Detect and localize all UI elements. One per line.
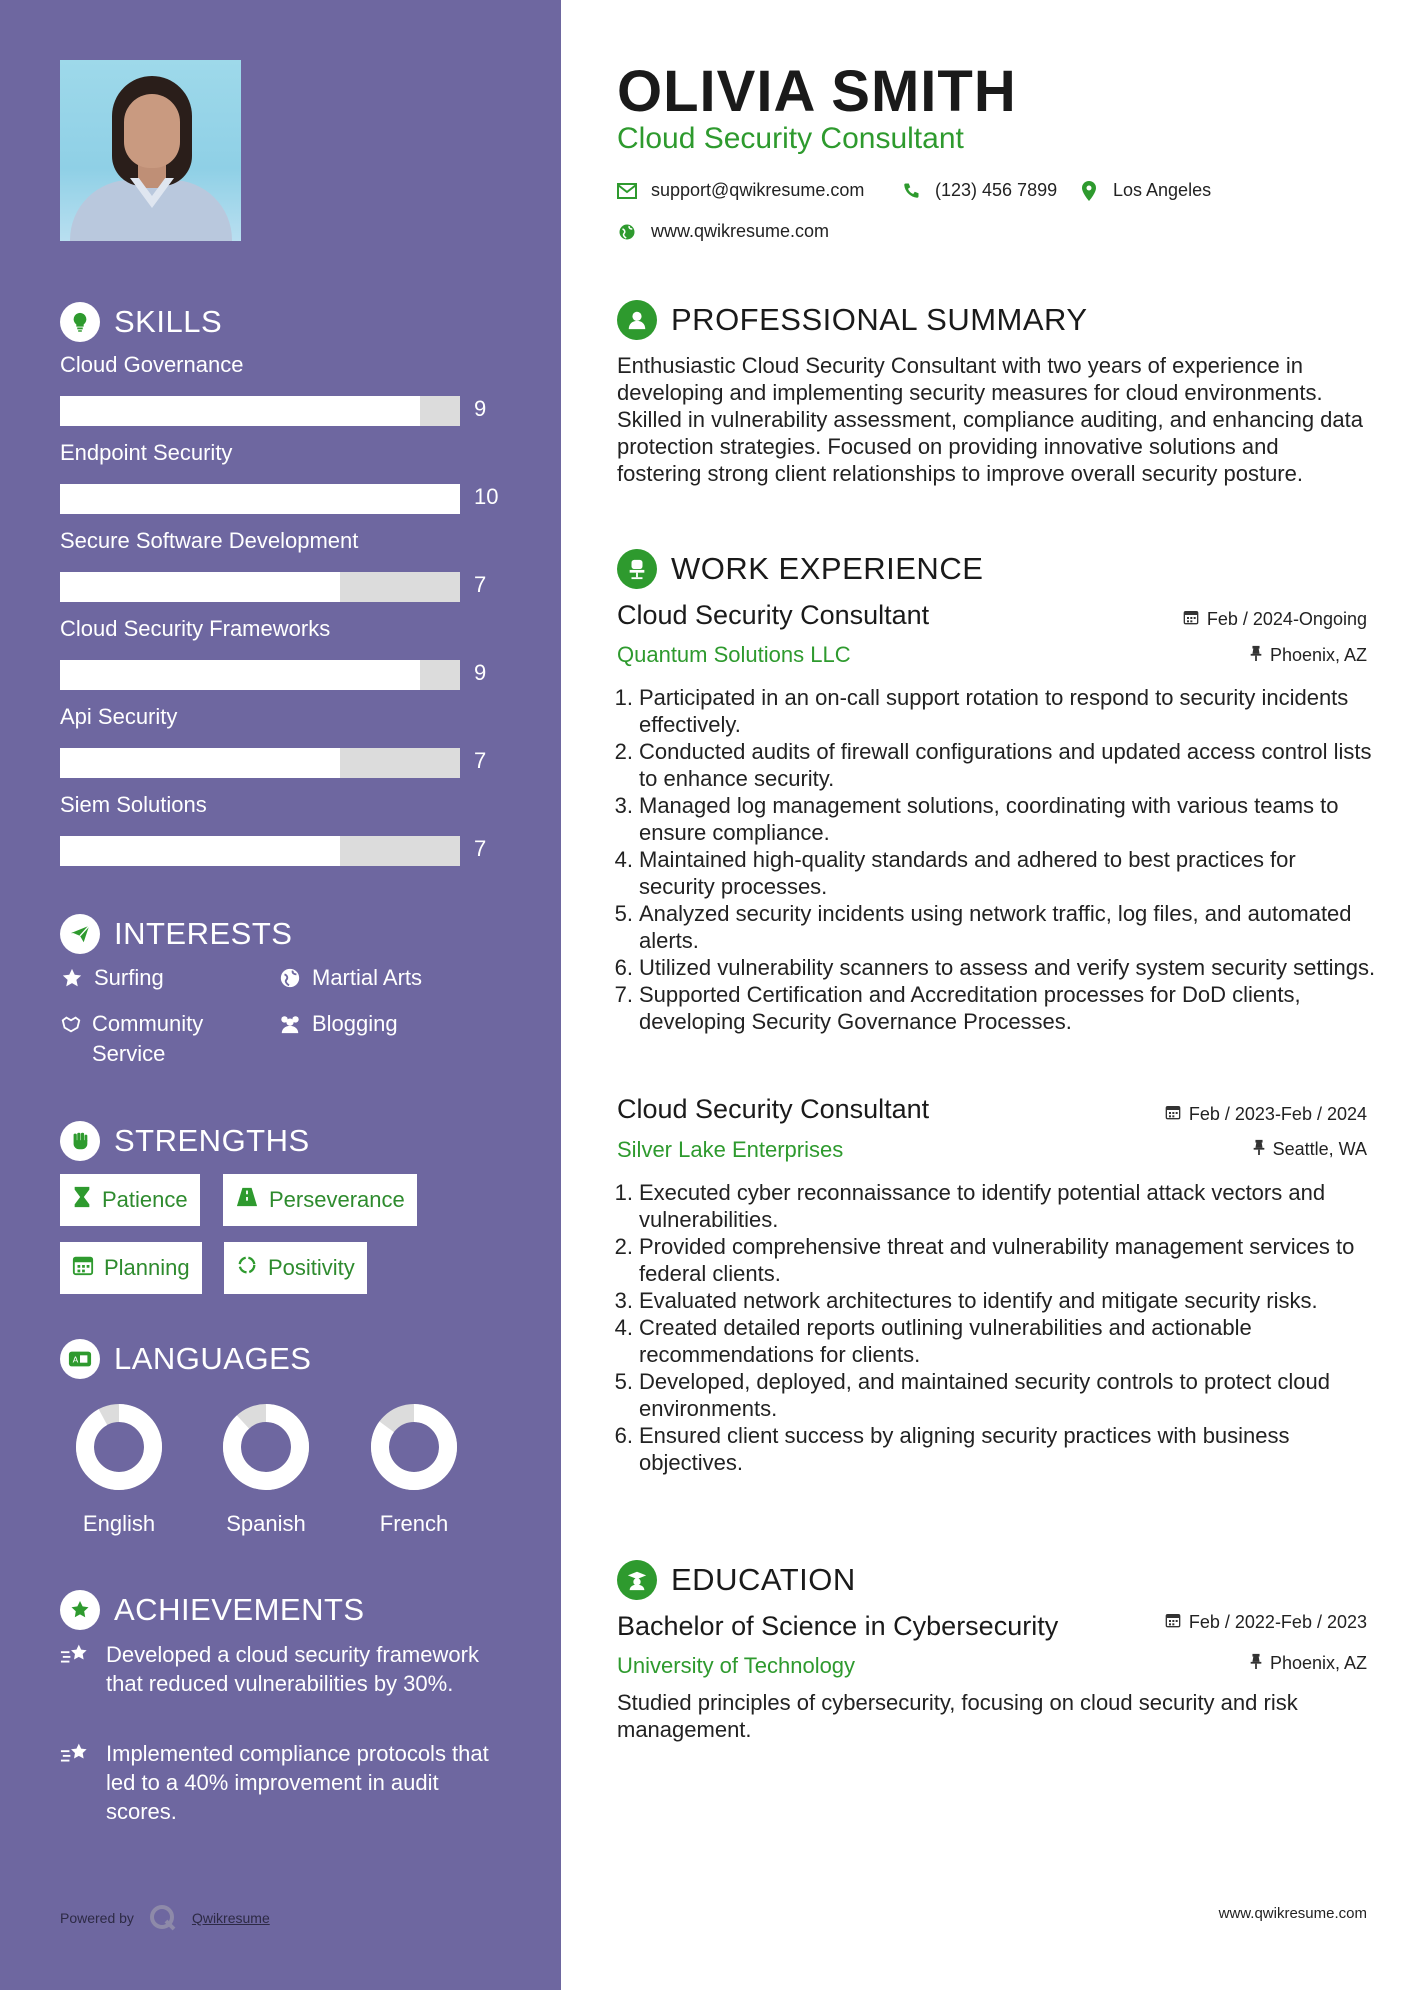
footer-url[interactable]: www.qwikresume.com bbox=[1218, 1905, 1367, 1922]
skill-item bbox=[60, 440, 500, 509]
school-name: University of Technology bbox=[617, 1653, 856, 1678]
bullet-text: Created detailed reports outlining vulnerabilities and actionable recommendations for clients. bbox=[639, 1315, 1252, 1367]
achievements-heading bbox=[60, 1590, 365, 1630]
language-donut bbox=[221, 1402, 311, 1492]
skill-bar bbox=[60, 836, 460, 866]
skill-value: 9 bbox=[474, 396, 487, 421]
powered-by bbox=[60, 1903, 270, 1933]
strengths-heading-text: STRENGTHS bbox=[114, 1123, 310, 1158]
skill-bar bbox=[60, 572, 460, 602]
skill-name: Api Security bbox=[60, 704, 178, 729]
svg-text:A: A bbox=[72, 1354, 79, 1365]
interest-label: Blogging bbox=[312, 1011, 398, 1036]
education-heading-text: EDUCATION bbox=[671, 1562, 856, 1597]
calendar-icon bbox=[72, 1254, 94, 1282]
bullet-text: Provided comprehensive threat and vulnerability management services to federal clients. bbox=[639, 1234, 1355, 1286]
sync-icon bbox=[236, 1254, 258, 1282]
dates-text: Feb / 2022-Feb / 2023 bbox=[1188, 1612, 1367, 1632]
phone-text: (123) 456 7899 bbox=[935, 180, 1058, 200]
achievement-text: Implemented compliance protocols that led to a 40% improvement in audit scores. bbox=[106, 1741, 489, 1824]
star-badge-icon bbox=[60, 1590, 100, 1630]
skill-item bbox=[60, 352, 500, 421]
job-title: Cloud Security Consultant bbox=[617, 1094, 930, 1124]
bullet-text: Executed cyber reconnaissance to identify potential attack vectors and vulnerabilities. bbox=[639, 1180, 1326, 1232]
languages-heading-text: LANGUAGES bbox=[114, 1341, 312, 1376]
summary-heading bbox=[617, 300, 1088, 340]
candidate-title: Cloud Security Consultant bbox=[617, 122, 964, 155]
sidebar bbox=[0, 0, 561, 1990]
user-icon bbox=[617, 300, 657, 340]
strength-badge bbox=[60, 1242, 202, 1294]
contact-website[interactable] bbox=[617, 221, 829, 242]
skill-bar bbox=[60, 396, 460, 426]
interest-item bbox=[278, 1009, 398, 1039]
skill-value: 7 bbox=[474, 748, 487, 773]
skill-value: 7 bbox=[474, 572, 487, 597]
powered-by-label: Powered by bbox=[60, 1910, 134, 1926]
job-title: Cloud Security Consultant bbox=[617, 600, 930, 630]
skill-name: Siem Solutions bbox=[60, 792, 207, 817]
translate-icon bbox=[60, 1339, 100, 1379]
email-text: support@qwikresume.com bbox=[651, 180, 865, 200]
skill-name: Cloud Security Frameworks bbox=[60, 616, 331, 641]
bullet-text: Maintained high-quality standards and adhered to best practices for security processes. bbox=[639, 847, 1296, 899]
bullet-text: Conducted audits of firewall configurations and updated access control lists to enhance security. bbox=[639, 739, 1372, 791]
users-icon bbox=[278, 1009, 302, 1039]
skill-bar bbox=[60, 748, 460, 778]
phone-icon bbox=[901, 182, 921, 200]
education-location bbox=[1250, 1653, 1367, 1674]
interest-label: Surfing bbox=[94, 965, 164, 990]
pushpin-icon bbox=[1250, 645, 1262, 666]
achievement-item bbox=[60, 1739, 500, 1826]
list-item: 1. Participated in an on-call support rotation to respond to security incidents effectively. bbox=[617, 684, 1377, 738]
list-item: 4. Created detailed reports outlining vulnerabilities and actionable recommendations for clients. bbox=[617, 1314, 1377, 1368]
location-text: Seattle, WA bbox=[1272, 1139, 1367, 1159]
location-text: Phoenix, AZ bbox=[1269, 1653, 1367, 1673]
pushpin-icon bbox=[1253, 1139, 1265, 1160]
education-heading bbox=[617, 1560, 856, 1600]
skill-value: 7 bbox=[474, 836, 487, 861]
degree-title: Bachelor of Science in Cybersecurity bbox=[617, 1611, 1059, 1641]
main-content bbox=[561, 0, 1407, 1990]
hourglass-icon bbox=[72, 1186, 92, 1214]
bullet-text: Utilized vulnerability scanners to assess and verify system security settings. bbox=[639, 955, 1376, 980]
job-dates bbox=[1183, 609, 1367, 630]
language-label: Spanish bbox=[226, 1511, 306, 1536]
job-location bbox=[1253, 1139, 1367, 1160]
bullet-text: Managed log management solutions, coordinating with various teams to ensure compliance. bbox=[639, 793, 1339, 845]
experience-heading bbox=[617, 549, 983, 589]
qwikresume-logo-icon bbox=[148, 1903, 178, 1933]
fist-icon bbox=[60, 1121, 100, 1161]
interest-label: Martial Arts bbox=[312, 965, 423, 990]
job-bullets bbox=[614, 1179, 1377, 1476]
qwikresume-link[interactable]: Qwikresume bbox=[191, 1910, 270, 1926]
skill-value: 9 bbox=[474, 660, 487, 685]
strength-badge bbox=[60, 1174, 200, 1226]
bullet-text: Ensured client success by aligning security practices with business objectives. bbox=[639, 1423, 1290, 1475]
location-text: Los Angeles bbox=[1113, 180, 1212, 200]
contact-location bbox=[1079, 180, 1211, 201]
summary-heading-text: PROFESSIONAL SUMMARY bbox=[671, 302, 1088, 337]
strength-badge bbox=[224, 1242, 367, 1294]
strengths-heading bbox=[60, 1121, 310, 1161]
map-pin-icon bbox=[1079, 181, 1099, 201]
skill-bar bbox=[60, 484, 460, 514]
language-donut bbox=[369, 1402, 459, 1492]
interests-heading bbox=[60, 914, 292, 954]
skill-item bbox=[60, 704, 500, 773]
skill-name: Endpoint Security bbox=[60, 440, 233, 465]
education-description: Studied principles of cybersecurity, focusing on cloud security and risk management. bbox=[617, 1690, 1298, 1742]
calendar-icon bbox=[1165, 1104, 1181, 1125]
globe-icon bbox=[278, 963, 302, 993]
achievements-heading-text: ACHIEVEMENTS bbox=[114, 1592, 365, 1627]
language-label: English bbox=[82, 1511, 156, 1536]
language-label: French bbox=[379, 1511, 449, 1536]
skill-value: 10 bbox=[474, 484, 499, 509]
achievement-text: Developed a cloud security framework that reduced vulnerabilities by 30%. bbox=[106, 1642, 479, 1696]
language-item bbox=[54, 1402, 184, 1537]
list-item: 3. Managed log management solutions, coordinating with various teams to ensure compliance. bbox=[617, 792, 1377, 846]
list-item: 5. Analyzed security incidents using network traffic, log files, and automated alerts. bbox=[617, 900, 1377, 954]
list-item: 1. Executed cyber reconnaissance to identify potential attack vectors and vulnerabilities. bbox=[617, 1179, 1377, 1233]
calendar-icon bbox=[1183, 609, 1199, 630]
shooting-star-icon bbox=[60, 1640, 94, 1698]
language-donut bbox=[74, 1402, 164, 1492]
profile-photo bbox=[60, 60, 241, 241]
summary-text: Enthusiastic Cloud Security Consultant with two years of experience in developing and implementing security measures for cloud environments. Skilled in vulnerability assessment, compliance auditing, and enhancing data protection strategies. Focused on providing innovative solutions and fostering strong client relationships to improve overall security posture. bbox=[617, 353, 1364, 486]
job-dates bbox=[1165, 1104, 1367, 1125]
candidate-name: OLIVIA SMITH bbox=[617, 59, 1017, 124]
graduate-icon bbox=[617, 1560, 657, 1600]
strength-label: Planning bbox=[104, 1255, 190, 1280]
skill-item bbox=[60, 792, 500, 861]
skills-heading bbox=[60, 302, 222, 342]
interest-item bbox=[60, 963, 164, 993]
list-item: 6. Ensured client success by aligning security practices with business objectives. bbox=[617, 1422, 1377, 1476]
bullet-text: Supported Certification and Accreditation processes for DoD clients, developing Security Governance Processes. bbox=[639, 982, 1301, 1034]
list-item: 3. Evaluated network architectures to identify and mitigate security risks. bbox=[614, 1288, 1318, 1313]
interest-item bbox=[278, 963, 422, 993]
list-item: 6. Utilized vulnerability scanners to assess and verify system security settings. bbox=[614, 955, 1376, 980]
chair-icon bbox=[617, 549, 657, 589]
handshake-icon bbox=[60, 1009, 82, 1039]
education-dates bbox=[1165, 1612, 1367, 1633]
job-company: Silver Lake Enterprises bbox=[617, 1137, 844, 1162]
lightbulb-icon bbox=[60, 302, 100, 342]
skill-name: Cloud Governance bbox=[60, 352, 244, 377]
bullet-text: Developed, deployed, and maintained security controls to protect cloud environments. bbox=[639, 1369, 1330, 1421]
skill-bar bbox=[60, 660, 460, 690]
job-bullets bbox=[614, 684, 1377, 1035]
star-icon bbox=[60, 963, 84, 993]
list-item: 2. Conducted audits of firewall configurations and updated access control lists to enhance security. bbox=[617, 738, 1377, 792]
bullet-text: Analyzed security incidents using network traffic, log files, and automated alerts. bbox=[639, 901, 1352, 953]
strength-label: Perseverance bbox=[269, 1187, 405, 1212]
pushpin-icon bbox=[1250, 1653, 1262, 1674]
language-item bbox=[349, 1402, 479, 1537]
contact-phone[interactable] bbox=[901, 180, 1057, 201]
paper-plane-icon bbox=[60, 914, 100, 954]
interest-label: Community Service bbox=[92, 1011, 204, 1066]
skills-heading-text: SKILLS bbox=[114, 304, 223, 339]
job-location bbox=[1250, 645, 1367, 666]
calendar-icon bbox=[1165, 1612, 1181, 1633]
list-item: 7. Supported Certification and Accreditation processes for DoD clients, developing Security Governance Processes. bbox=[617, 981, 1377, 1035]
job-company: Quantum Solutions LLC bbox=[617, 642, 851, 667]
interests-heading-text: INTERESTS bbox=[114, 916, 293, 951]
dates-text: Feb / 2023-Feb / 2024 bbox=[1188, 1104, 1367, 1124]
bullet-text: Participated in an on-call support rotation to respond to security incidents effectively. bbox=[639, 685, 1349, 737]
website-text: www.qwikresume.com bbox=[651, 221, 830, 241]
achievement-item bbox=[60, 1640, 500, 1698]
envelope-icon bbox=[617, 183, 637, 199]
skill-item bbox=[60, 528, 500, 597]
shooting-star-icon bbox=[60, 1739, 94, 1826]
list-item: 2. Provided comprehensive threat and vulnerability management services to federal clients. bbox=[617, 1233, 1377, 1287]
interest-item bbox=[60, 1009, 260, 1069]
dates-text: Feb / 2024-Ongoing bbox=[1206, 609, 1367, 629]
list-item: 5. Developed, deployed, and maintained security controls to protect cloud environments. bbox=[617, 1368, 1377, 1422]
road-icon bbox=[235, 1186, 259, 1214]
skill-name: Secure Software Development bbox=[60, 528, 359, 553]
strength-label: Patience bbox=[102, 1187, 188, 1212]
skill-item bbox=[60, 616, 500, 685]
strength-label: Positivity bbox=[268, 1255, 355, 1280]
language-item bbox=[201, 1402, 331, 1537]
strength-badge bbox=[223, 1174, 417, 1226]
location-text: Phoenix, AZ bbox=[1269, 645, 1367, 665]
experience-heading-text: WORK EXPERIENCE bbox=[671, 551, 984, 586]
globe-icon bbox=[617, 223, 637, 241]
languages-heading bbox=[60, 1339, 311, 1379]
bullet-text: Evaluated network architectures to identify and mitigate security risks. bbox=[639, 1288, 1318, 1313]
list-item: 4. Maintained high-quality standards and adhered to best practices for security processes. bbox=[617, 846, 1377, 900]
contact-email[interactable] bbox=[617, 180, 864, 201]
